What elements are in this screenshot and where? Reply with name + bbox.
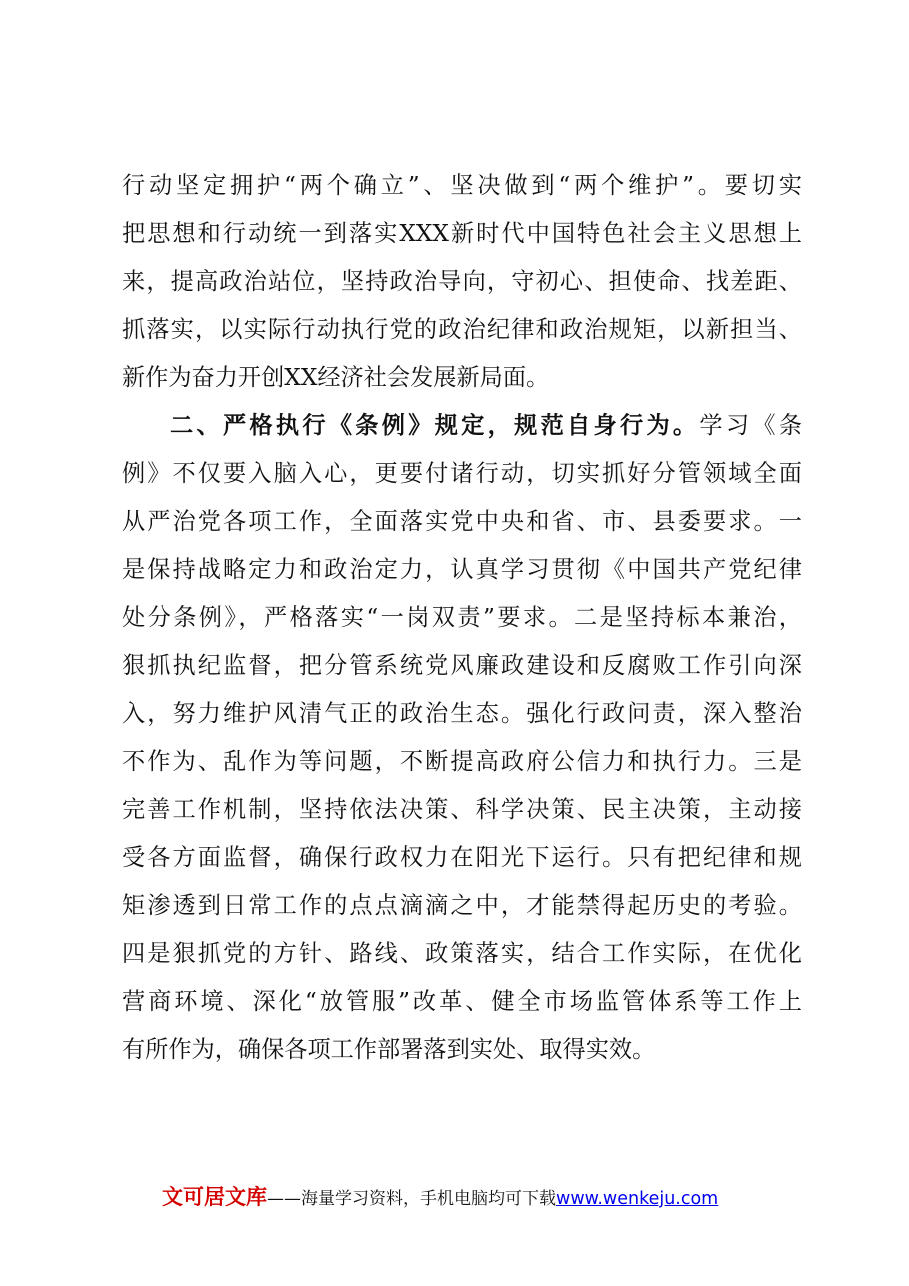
body-text-line: 来，提高政治站位，坚持政治导向，守初心、担使命、找差距、 (122, 268, 802, 295)
footer-watermark (162, 1182, 782, 1212)
body-text-line: 行动坚定拥护“两个确立”、坚决做到“两个维护”。要切实 (122, 172, 802, 199)
body-text-line: 从严治党各项工作，全面落实党中央和省、市、县委要求。一 (122, 508, 802, 535)
body-text-line: 矩渗透到日常工作的点点滴滴之中，才能禁得起历史的考验。 (122, 892, 802, 919)
body-text-line: 新作为奋力开创XX经济社会发展新局面。 (122, 364, 550, 391)
section-heading-line (170, 403, 802, 449)
body-text-line: 有所作为，确保各项工作部署落到实处、取得实效。 (122, 1036, 656, 1063)
body-text-line: 完善工作机制，坚持依法决策、科学决策、民主决策，主动接 (122, 796, 802, 823)
body-text-line: 处分条例》，严格落实“一岗双责”要求。二是坚持标本兼治， (122, 604, 802, 631)
footer-brand: 文可居文库 (162, 1185, 267, 1209)
body-text-line: 四是狠抓党的方针、路线、政策落实，结合工作实际，在优化 (122, 940, 802, 967)
body-text-line: 狠抓执纪监督，把分管系统党风廉政建设和反腐败工作引向深 (122, 652, 802, 679)
section-heading: 二、严格执行《条例》规定，规范自身行为。 (170, 412, 700, 439)
body-text-fragment: 学习《条 (699, 412, 803, 439)
body-text-line: 受各方面监督，确保行政权力在阳光下运行。只有把纪律和规 (122, 844, 802, 871)
body-text-line: 入，努力维护风清气正的政治生态。强化行政问责，深入整治 (122, 700, 802, 727)
body-text-line: 把思想和行动统一到落实XXX新时代中国特色社会主义思想上 (122, 220, 802, 247)
body-text-line: 例》不仅要入脑入心，更要付诸行动，切实抓好分管领域全面 (122, 460, 802, 487)
body-text-line: 是保持战略定力和政治定力，认真学习贯彻《中国共产党纪律 (122, 556, 802, 583)
body-text-line: 不作为、乱作为等问题，不断提高政府公信力和执行力。三是 (122, 748, 802, 775)
footer-site-link[interactable]: www.wenkeju.com (556, 1189, 719, 1209)
body-text-line: 营商环境、深化“放管服”改革、健全市场监管体系等工作上 (122, 988, 802, 1015)
body-text-line: 抓落实，以实际行动执行党的政治纪律和政治规矩，以新担当、 (122, 316, 802, 343)
footer-tagline: ——海量学习资料，手机电脑均可下载 (267, 1189, 556, 1209)
